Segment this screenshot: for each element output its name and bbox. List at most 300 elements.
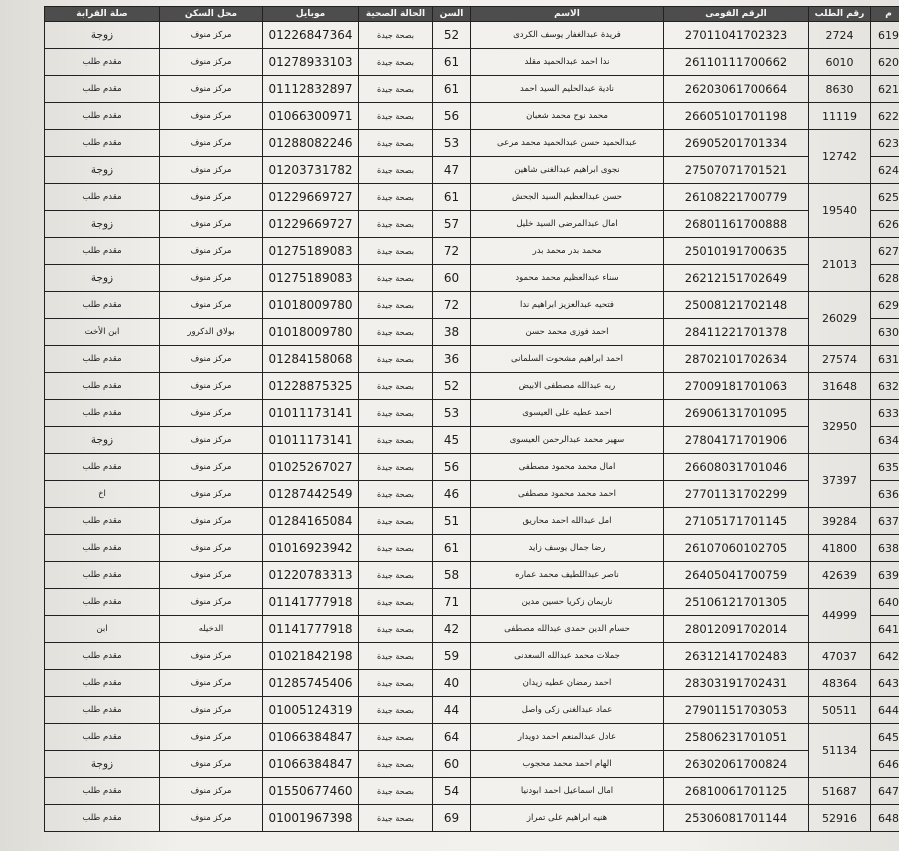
health-cell: بصحة جيدة [359, 157, 433, 184]
request-no-cell: 32950 [809, 400, 871, 454]
table-row [45, 373, 899, 400]
table-row [45, 535, 899, 562]
name-cell: نادية عبدالحليم السيد احمد [471, 76, 664, 103]
table-row [45, 157, 899, 184]
name-cell: عادل عبدالمنعم احمد دويدار [471, 724, 664, 751]
serial-cell: 646 [871, 751, 899, 778]
mobile-cell: 01005124319 [263, 697, 359, 724]
health-cell: بصحة جيدة [359, 76, 433, 103]
request-no-cell: 27574 [809, 346, 871, 373]
age-cell: 61 [433, 535, 471, 562]
health-cell: بصحة جيدة [359, 373, 433, 400]
mobile-cell: 01203731782 [263, 157, 359, 184]
table-row [45, 751, 899, 778]
table-row [45, 562, 899, 589]
serial-cell: 635 [871, 454, 899, 481]
residence-cell: مركز منوف [160, 427, 263, 454]
national-id-cell: 28411221701378 [664, 319, 809, 346]
health-cell: بصحة جيدة [359, 22, 433, 49]
serial-cell: 623 [871, 130, 899, 157]
request-no-cell: 50511 [809, 697, 871, 724]
national-id-cell: 26405041700759 [664, 562, 809, 589]
serial-cell: 622 [871, 103, 899, 130]
age-cell: 61 [433, 49, 471, 76]
national-id-cell: 26906131701095 [664, 400, 809, 427]
request-no-cell: 11119 [809, 103, 871, 130]
request-no-cell: 51687 [809, 778, 871, 805]
national-id-cell: 28702101702634 [664, 346, 809, 373]
residence-cell: مركز منوف [160, 211, 263, 238]
relation-cell: مقدم طلب [45, 805, 160, 832]
mobile-cell: 01229669727 [263, 184, 359, 211]
name-cell: احمد فوزى محمد حسن [471, 319, 664, 346]
national-id-cell: 27009181701063 [664, 373, 809, 400]
serial-cell: 632 [871, 373, 899, 400]
mobile-cell: 01278933103 [263, 49, 359, 76]
health-cell: بصحة جيدة [359, 643, 433, 670]
residence-cell: مركز منوف [160, 265, 263, 292]
health-cell: بصحة جيدة [359, 751, 433, 778]
serial-cell: 638 [871, 535, 899, 562]
mobile-cell: 01011173141 [263, 400, 359, 427]
table-row [45, 427, 899, 454]
serial-cell: 625 [871, 184, 899, 211]
serial-cell: 619 [871, 22, 899, 49]
national-id-cell: 25008121702148 [664, 292, 809, 319]
name-cell: هنيه ابراهيم على تمراز [471, 805, 664, 832]
residence-cell: مركز منوف [160, 643, 263, 670]
residence-cell: مركز منوف [160, 697, 263, 724]
request-no-cell: 44999 [809, 589, 871, 643]
header-request-no: رقم الطلب [809, 7, 871, 22]
residence-cell: مركز منوف [160, 373, 263, 400]
residence-cell: مركز منوف [160, 589, 263, 616]
age-cell: 56 [433, 454, 471, 481]
mobile-cell: 01275189083 [263, 265, 359, 292]
age-cell: 58 [433, 562, 471, 589]
relation-cell: مقدم طلب [45, 778, 160, 805]
age-cell: 61 [433, 184, 471, 211]
name-cell: ناصر عبداللطيف محمد عماره [471, 562, 664, 589]
health-cell: بصحة جيدة [359, 454, 433, 481]
name-cell: حسن عبدالعظيم السيد الجحش [471, 184, 664, 211]
name-cell: جملات محمد عبدالله السعدنى [471, 643, 664, 670]
national-id-cell: 27701131702299 [664, 481, 809, 508]
name-cell: محمد نوح محمد شعبان [471, 103, 664, 130]
request-no-cell: 39284 [809, 508, 871, 535]
age-cell: 71 [433, 589, 471, 616]
residence-cell: الدخيله [160, 616, 263, 643]
age-cell: 53 [433, 130, 471, 157]
health-cell: بصحة جيدة [359, 103, 433, 130]
residence-cell: مركز منوف [160, 346, 263, 373]
serial-cell: 641 [871, 616, 899, 643]
national-id-cell: 25106121701305 [664, 589, 809, 616]
request-no-cell: 19540 [809, 184, 871, 238]
national-id-cell: 27507071701521 [664, 157, 809, 184]
residence-cell: مركز منوف [160, 103, 263, 130]
name-cell: احمد رمضان عطيه زيدان [471, 670, 664, 697]
residence-cell: مركز منوف [160, 481, 263, 508]
national-id-cell: 26905201701334 [664, 130, 809, 157]
residence-cell: مركز منوف [160, 454, 263, 481]
residence-cell: مركز منوف [160, 238, 263, 265]
table-row [45, 265, 899, 292]
name-cell: رضا جمال يوسف زايد [471, 535, 664, 562]
national-id-cell: 25306081701144 [664, 805, 809, 832]
relation-cell: مقدم طلب [45, 589, 160, 616]
health-cell: بصحة جيدة [359, 670, 433, 697]
relation-cell: اخ [45, 481, 160, 508]
health-cell: بصحة جيدة [359, 616, 433, 643]
mobile-cell: 01141777918 [263, 589, 359, 616]
request-no-cell: 48364 [809, 670, 871, 697]
relation-cell: مقدم طلب [45, 184, 160, 211]
mobile-cell: 01011173141 [263, 427, 359, 454]
residence-cell: مركز منوف [160, 724, 263, 751]
serial-cell: 639 [871, 562, 899, 589]
residence-cell: مركز منوف [160, 22, 263, 49]
mobile-cell: 01228875325 [263, 373, 359, 400]
age-cell: 36 [433, 346, 471, 373]
mobile-cell: 01001967398 [263, 805, 359, 832]
residence-cell: مركز منوف [160, 157, 263, 184]
health-cell: بصحة جيدة [359, 697, 433, 724]
mobile-cell: 01018009780 [263, 319, 359, 346]
relation-cell: زوجة [45, 157, 160, 184]
mobile-cell: 01021842198 [263, 643, 359, 670]
name-cell: احمد محمد محمود مصطفى [471, 481, 664, 508]
mobile-cell: 01550677460 [263, 778, 359, 805]
residence-cell: مركز منوف [160, 778, 263, 805]
residence-cell: مركز منوف [160, 508, 263, 535]
mobile-cell: 01220783313 [263, 562, 359, 589]
name-cell: امل عبدالله احمد محاريق [471, 508, 664, 535]
serial-cell: 642 [871, 643, 899, 670]
relation-cell: مقدم طلب [45, 292, 160, 319]
relation-cell: مقدم طلب [45, 103, 160, 130]
relation-cell: مقدم طلب [45, 670, 160, 697]
health-cell: بصحة جيدة [359, 562, 433, 589]
national-id-cell: 25010191700635 [664, 238, 809, 265]
national-id-cell: 26810061701125 [664, 778, 809, 805]
mobile-cell: 01229669727 [263, 211, 359, 238]
table-row [45, 805, 899, 832]
national-id-cell: 25806231701051 [664, 724, 809, 751]
serial-cell: 620 [871, 49, 899, 76]
national-id-cell: 26608031701046 [664, 454, 809, 481]
name-cell: احمد عطيه على العيسوى [471, 400, 664, 427]
name-cell: سناء عبدالعظيم محمد محمود [471, 265, 664, 292]
mobile-cell: 01112832897 [263, 76, 359, 103]
health-cell: بصحة جيدة [359, 481, 433, 508]
table-row [45, 643, 899, 670]
serial-cell: 644 [871, 697, 899, 724]
table-row [45, 130, 899, 157]
relation-cell: زوجة [45, 22, 160, 49]
age-cell: 61 [433, 76, 471, 103]
serial-cell: 643 [871, 670, 899, 697]
request-no-cell: 2724 [809, 22, 871, 49]
health-cell: بصحة جيدة [359, 508, 433, 535]
table-row [45, 103, 899, 130]
serial-cell: 626 [871, 211, 899, 238]
table-row [45, 508, 899, 535]
age-cell: 60 [433, 265, 471, 292]
age-cell: 38 [433, 319, 471, 346]
table-row [45, 724, 899, 751]
relation-cell: ابن الأخت [45, 319, 160, 346]
health-cell: بصحة جيدة [359, 238, 433, 265]
mobile-cell: 01016923942 [263, 535, 359, 562]
header-health: الحالة الصحية [359, 7, 433, 22]
age-cell: 46 [433, 481, 471, 508]
table-row [45, 616, 899, 643]
name-cell: سهير محمد عبدالرحمن العيسوى [471, 427, 664, 454]
serial-cell: 640 [871, 589, 899, 616]
serial-cell: 645 [871, 724, 899, 751]
table-row [45, 481, 899, 508]
request-no-cell: 6010 [809, 49, 871, 76]
residence-cell: مركز منوف [160, 49, 263, 76]
serial-cell: 633 [871, 400, 899, 427]
age-cell: 40 [433, 670, 471, 697]
relation-cell: مقدم طلب [45, 373, 160, 400]
request-no-cell: 31648 [809, 373, 871, 400]
table-row [45, 292, 899, 319]
name-cell: ناريمان زكريا حسين مدين [471, 589, 664, 616]
national-id-cell: 27901151703053 [664, 697, 809, 724]
table-row [45, 319, 899, 346]
table-row [45, 589, 899, 616]
national-id-cell: 26312141702483 [664, 643, 809, 670]
health-cell: بصحة جيدة [359, 805, 433, 832]
mobile-cell: 01066384847 [263, 724, 359, 751]
applicants-table [44, 6, 899, 832]
national-id-cell: 27011041702323 [664, 22, 809, 49]
relation-cell: زوجة [45, 211, 160, 238]
health-cell: بصحة جيدة [359, 130, 433, 157]
serial-cell: 624 [871, 157, 899, 184]
age-cell: 45 [433, 427, 471, 454]
table-row [45, 346, 899, 373]
mobile-cell: 01018009780 [263, 292, 359, 319]
age-cell: 53 [433, 400, 471, 427]
name-cell: عبدالحميد حسن عبدالحميد محمد مرعى [471, 130, 664, 157]
table-body [45, 22, 899, 832]
name-cell: نجوى ابراهيم عبدالغنى شاهين [471, 157, 664, 184]
age-cell: 54 [433, 778, 471, 805]
residence-cell: مركز منوف [160, 670, 263, 697]
name-cell: امال محمد محمود مصطفى [471, 454, 664, 481]
relation-cell: مقدم طلب [45, 535, 160, 562]
age-cell: 69 [433, 805, 471, 832]
relation-cell: مقدم طلب [45, 697, 160, 724]
relation-cell: مقدم طلب [45, 454, 160, 481]
header-serial: م [871, 7, 899, 22]
header-national-id: الرقم القومى [664, 7, 809, 22]
mobile-cell: 01066384847 [263, 751, 359, 778]
request-no-cell: 21013 [809, 238, 871, 292]
national-id-cell: 26107060102705 [664, 535, 809, 562]
serial-cell: 629 [871, 292, 899, 319]
header-name: الاسم [471, 7, 664, 22]
mobile-cell: 01285745406 [263, 670, 359, 697]
health-cell: بصحة جيدة [359, 589, 433, 616]
name-cell: فريدة عبدالغفار يوسف الكردى [471, 22, 664, 49]
request-no-cell: 52916 [809, 805, 871, 832]
header-relation: صلة القرابة [45, 7, 160, 22]
residence-cell: مركز منوف [160, 130, 263, 157]
request-no-cell: 51134 [809, 724, 871, 778]
age-cell: 52 [433, 22, 471, 49]
table-row [45, 184, 899, 211]
name-cell: محمد بدر محمد بدر [471, 238, 664, 265]
relation-cell: مقدم طلب [45, 346, 160, 373]
table-row [45, 49, 899, 76]
residence-cell: مركز منوف [160, 562, 263, 589]
age-cell: 72 [433, 292, 471, 319]
request-no-cell: 8630 [809, 76, 871, 103]
national-id-cell: 26605101701198 [664, 103, 809, 130]
mobile-cell: 01288082246 [263, 130, 359, 157]
residence-cell: بولاق الدكرور [160, 319, 263, 346]
name-cell: احمد ابراهيم مشحوت السلمانى [471, 346, 664, 373]
national-id-cell: 28012091702014 [664, 616, 809, 643]
serial-cell: 637 [871, 508, 899, 535]
health-cell: بصحة جيدة [359, 346, 433, 373]
table-row [45, 697, 899, 724]
national-id-cell: 27804171701906 [664, 427, 809, 454]
age-cell: 59 [433, 643, 471, 670]
serial-cell: 621 [871, 76, 899, 103]
national-id-cell: 26801161700888 [664, 211, 809, 238]
request-no-cell: 37397 [809, 454, 871, 508]
serial-cell: 627 [871, 238, 899, 265]
table-row [45, 670, 899, 697]
name-cell: الهام احمد محمد محجوب [471, 751, 664, 778]
national-id-cell: 26108221700779 [664, 184, 809, 211]
national-id-cell: 26302061700824 [664, 751, 809, 778]
age-cell: 44 [433, 697, 471, 724]
table-row [45, 76, 899, 103]
health-cell: بصحة جيدة [359, 778, 433, 805]
relation-cell: مقدم طلب [45, 643, 160, 670]
name-cell: ربه عبدالله مصطفى الابيض [471, 373, 664, 400]
age-cell: 47 [433, 157, 471, 184]
age-cell: 72 [433, 238, 471, 265]
header-mobile: موبايل [263, 7, 359, 22]
age-cell: 57 [433, 211, 471, 238]
health-cell: بصحة جيدة [359, 724, 433, 751]
relation-cell: مقدم طلب [45, 508, 160, 535]
name-cell: امال عبدالمرضى السيد خليل [471, 211, 664, 238]
national-id-cell: 27105171701145 [664, 508, 809, 535]
mobile-cell: 01287442549 [263, 481, 359, 508]
mobile-cell: 01284158068 [263, 346, 359, 373]
age-cell: 52 [433, 373, 471, 400]
serial-cell: 628 [871, 265, 899, 292]
mobile-cell: 01141777918 [263, 616, 359, 643]
name-cell: فتحيه عبدالعزيز ابراهيم ندا [471, 292, 664, 319]
age-cell: 64 [433, 724, 471, 751]
health-cell: بصحة جيدة [359, 292, 433, 319]
header-age: السن [433, 7, 471, 22]
health-cell: بصحة جيدة [359, 535, 433, 562]
table-row [45, 454, 899, 481]
request-no-cell: 42639 [809, 562, 871, 589]
mobile-cell: 01284165084 [263, 508, 359, 535]
residence-cell: مركز منوف [160, 292, 263, 319]
national-id-cell: 26212151702649 [664, 265, 809, 292]
age-cell: 42 [433, 616, 471, 643]
relation-cell: مقدم طلب [45, 130, 160, 157]
table-row [45, 211, 899, 238]
age-cell: 51 [433, 508, 471, 535]
national-id-cell: 28303191702431 [664, 670, 809, 697]
residence-cell: مركز منوف [160, 805, 263, 832]
mobile-cell: 01226847364 [263, 22, 359, 49]
health-cell: بصحة جيدة [359, 184, 433, 211]
health-cell: بصحة جيدة [359, 49, 433, 76]
request-no-cell: 47037 [809, 643, 871, 670]
mobile-cell: 01275189083 [263, 238, 359, 265]
name-cell: حسام الدين حمدى عبدالله مصطفى [471, 616, 664, 643]
residence-cell: مركز منوف [160, 751, 263, 778]
table-row [45, 778, 899, 805]
relation-cell: زوجة [45, 751, 160, 778]
age-cell: 56 [433, 103, 471, 130]
age-cell: 60 [433, 751, 471, 778]
relation-cell: مقدم طلب [45, 400, 160, 427]
residence-cell: مركز منوف [160, 400, 263, 427]
residence-cell: مركز منوف [160, 184, 263, 211]
health-cell: بصحة جيدة [359, 211, 433, 238]
relation-cell: مقدم طلب [45, 724, 160, 751]
name-cell: عماد عبدالغنى زكى واصل [471, 697, 664, 724]
request-no-cell: 26029 [809, 292, 871, 346]
serial-cell: 631 [871, 346, 899, 373]
request-no-cell: 12742 [809, 130, 871, 184]
table-row [45, 400, 899, 427]
mobile-cell: 01025267027 [263, 454, 359, 481]
header-row [45, 7, 899, 22]
residence-cell: مركز منوف [160, 535, 263, 562]
health-cell: بصحة جيدة [359, 265, 433, 292]
health-cell: بصحة جيدة [359, 427, 433, 454]
residence-cell: مركز منوف [160, 76, 263, 103]
relation-cell: زوجة [45, 265, 160, 292]
relation-cell: مقدم طلب [45, 76, 160, 103]
relation-cell: مقدم طلب [45, 49, 160, 76]
table-row [45, 22, 899, 49]
serial-cell: 636 [871, 481, 899, 508]
serial-cell: 634 [871, 427, 899, 454]
relation-cell: زوجة [45, 427, 160, 454]
serial-cell: 630 [871, 319, 899, 346]
serial-cell: 647 [871, 778, 899, 805]
name-cell: ندا احمد عبدالحميد مقلد [471, 49, 664, 76]
name-cell: امال اسماعيل احمد ابودنيا [471, 778, 664, 805]
header-residence: محل السكن [160, 7, 263, 22]
relation-cell: ابن [45, 616, 160, 643]
request-no-cell: 41800 [809, 535, 871, 562]
table-row [45, 238, 899, 265]
mobile-cell: 01066300971 [263, 103, 359, 130]
relation-cell: مقدم طلب [45, 238, 160, 265]
health-cell: بصحة جيدة [359, 319, 433, 346]
relation-cell: مقدم طلب [45, 562, 160, 589]
